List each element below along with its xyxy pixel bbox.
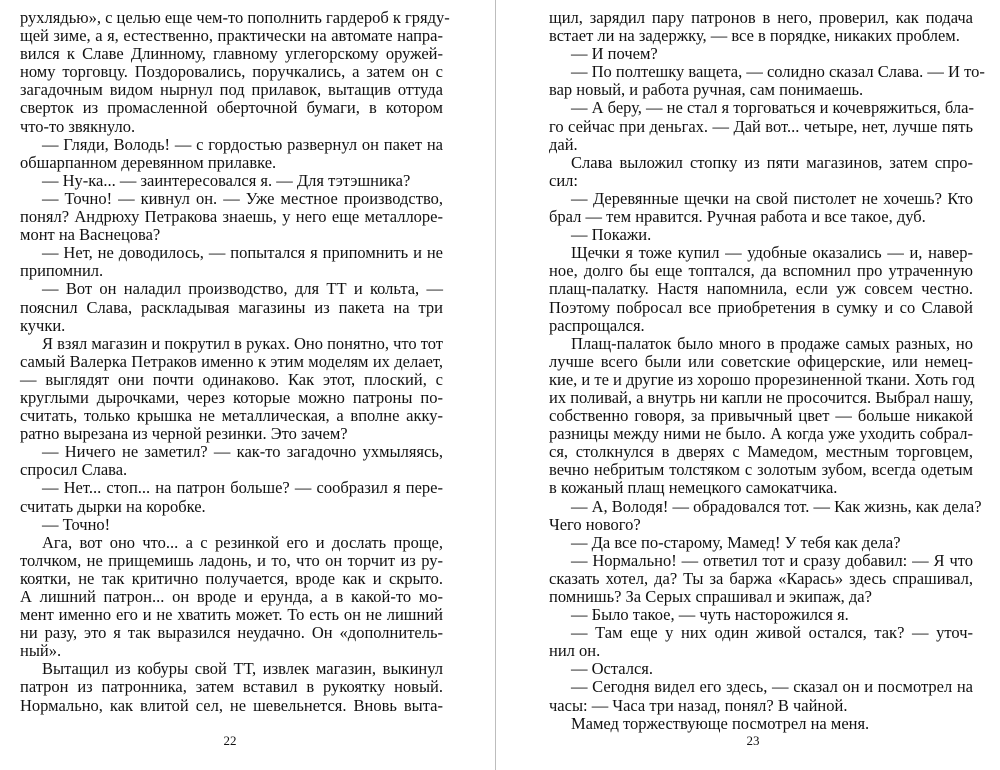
text-line: брал — тем нравится. Ручная работа и все такое, дуб. bbox=[549, 207, 926, 227]
text-line: — А, Володя! — обрадовался тот. — Как жизнь, как дела? bbox=[571, 496, 982, 516]
text-line: вился к Славе Длинному, главному углегорскому оружей- bbox=[20, 44, 443, 64]
text-line: Чего нового? bbox=[549, 514, 641, 534]
text-line: круглыми дырочками, через которые можно патроны по- bbox=[20, 387, 443, 407]
left-page bbox=[0, 0, 496, 770]
text-line: Мамед торжествующе посмотрел на меня. bbox=[571, 713, 870, 733]
text-line: считать дырки на коробке. bbox=[20, 496, 206, 516]
text-line: разницы между ними не было. А когда уже уходить собрал- bbox=[549, 424, 973, 444]
text-line: лучше всего были или советские офицерские, или немец- bbox=[549, 351, 973, 371]
text-line: монт на Васнецова? bbox=[20, 225, 161, 245]
text-line: — Нет... стоп... на патрон больше? — сообразил я пере- bbox=[42, 478, 443, 498]
text-line: дай. bbox=[549, 134, 578, 154]
text-line: Нормально, как влитой сел, не шевельнется. Вновь выта- bbox=[20, 695, 443, 715]
text-line: патрон из патронника, затем вставил в рукоятку новый. bbox=[20, 677, 443, 697]
left-page-text bbox=[20, 8, 450, 715]
text-line: — Нормально! — ответил тот и сразу добавил: — Я что bbox=[571, 550, 973, 570]
text-line: щил, зарядил пару патронов в него, проверил, как подача bbox=[549, 8, 973, 27]
text-line: спросил Слава. bbox=[20, 460, 128, 480]
text-line: — Гляди, Володь! — с гордостью развернул он пакет на bbox=[42, 134, 443, 154]
text-line: — Точно! — кивнул он. — Уже местное производство, bbox=[42, 188, 443, 208]
text-line: Щечки я тоже купил — удобные оказались — и, навер- bbox=[571, 243, 973, 263]
text-line: — Ничего не заметил? — как-то загадочно ухмыляясь, bbox=[42, 442, 443, 462]
text-line: вар новый, и работа ручная, сам понимаешь. bbox=[549, 80, 864, 100]
text-line: ратно вырезана из черной резинки. Это зачем? bbox=[20, 424, 348, 444]
text-line: ся, столкнулся в дверях с Мамедом, местным торговцем, bbox=[549, 442, 973, 462]
text-line: пояснил Слава, раскладывая магазины из пакета на три bbox=[20, 297, 443, 317]
text-line: Слава выложил стопку из пяти магазинов, затем спро- bbox=[571, 152, 973, 172]
text-line: самый Валерка Петраков именно к этим моделям их делает, bbox=[20, 351, 443, 371]
text-line: Поэтому побросал все приобретения в сумку и со Славой bbox=[549, 297, 973, 317]
text-line: — Сегодня видел его здесь, — сказал он и посмотрел на bbox=[571, 677, 973, 697]
text-line: рухлядью», с целью еще чем-то пополнить гардероб к гряду- bbox=[20, 8, 450, 27]
text-line: — Там еще у них один живой остался, так? — уточ- bbox=[571, 623, 973, 643]
right-page bbox=[497, 0, 1000, 770]
text-line: — И почем? bbox=[571, 44, 658, 64]
text-line: сказать хотел, да? Ты за баржа «Карась» здесь спрашивал, bbox=[549, 568, 973, 588]
text-line: го сейчас при деньгах. — Дай вот... четыре, нет, лучше пять bbox=[549, 116, 973, 136]
text-line: мент именно его и не хватить может. То есть он не лишний bbox=[20, 605, 443, 625]
text-line: распрощался. bbox=[549, 315, 645, 335]
text-line: припомнил. bbox=[20, 261, 104, 281]
text-line: — Да все по-старому, Мамед! У тебя как дела? bbox=[571, 532, 901, 552]
text-line: в кожаный плащ немецкого самокатчика. bbox=[549, 478, 838, 498]
text-line: ному торговцу. Поздоровались, поручкались, а затем он с bbox=[20, 62, 443, 82]
text-line: загадочным видом нырнул под прилавок, вытащив оттуда bbox=[20, 80, 443, 100]
text-line: собственно говоря, за привычный цвет — больше никакой bbox=[549, 406, 973, 426]
text-line: кие, и те и другие из хорошо прорезиненной ткани. Хоть год bbox=[549, 369, 975, 389]
text-line: — По полтешку ващета, — солидно сказал Слава. — И то- bbox=[571, 62, 985, 82]
text-line: плащ-палатку. Настя напомнила, если уж совсем честно. bbox=[549, 279, 973, 299]
text-line: их поливай, а внутрь ни капли не просочится. Выбрал нашу, bbox=[549, 387, 974, 407]
text-line: сил: bbox=[549, 170, 578, 190]
text-line: А лишний патрон... он вроде и ерунда, а в какой-то мо- bbox=[20, 587, 443, 606]
text-line: — Нет, не доводилось, — попытался я припомнить и не bbox=[42, 243, 443, 263]
text-line: помнишь? За Серых спрашивал и экипаж, да? bbox=[549, 587, 872, 606]
text-line: понял? Андрюху Петракова знаешь, у него еще металлоре- bbox=[20, 207, 443, 227]
text-line: — Вот он наладил производство, для ТТ и кольта, — bbox=[42, 279, 443, 299]
text-line: — Покажи. bbox=[571, 225, 652, 245]
right-page-number: 23 bbox=[746, 733, 760, 748]
page-gutter bbox=[495, 0, 496, 770]
text-line: кучки. bbox=[20, 315, 66, 335]
text-line: ный». bbox=[20, 641, 62, 661]
text-line: встает ли на задержку, — все в порядке, никаких проблем. bbox=[549, 26, 960, 46]
text-line: — Было такое, — чуть насторожился я. bbox=[571, 605, 849, 625]
text-line: часы: — Часа три назад, понял? В чайной. bbox=[549, 695, 848, 715]
text-line: ни разу, это я так выразился неудачно. Он «дополнитель- bbox=[20, 623, 443, 643]
text-line: нил он. bbox=[549, 641, 601, 661]
text-line: — Деревянные щечки на свой пистолет не хочешь? Кто bbox=[571, 188, 973, 208]
text-line: сверток из промасленной оберточной бумаги, в котором bbox=[20, 98, 443, 118]
text-line: обшарпанном деревянном прилавке. bbox=[20, 152, 277, 172]
text-line: толчком, не прищемишь ладонь, и то, что он торчит из ру- bbox=[20, 550, 443, 570]
text-line: ное, долго бы еще топтался, да вспомнил про утраченную bbox=[549, 261, 973, 281]
text-line: Ага, вот оно что... а с резинкой его и дослать проще, bbox=[42, 532, 443, 552]
text-line: — Точно! bbox=[42, 514, 111, 534]
text-line: считать, только крышка не металлическая, а вполне акку- bbox=[20, 406, 443, 426]
left-page-number: 22 bbox=[223, 733, 237, 748]
text-line: Плащ-палаток было много в продаже самых разных, но bbox=[571, 333, 973, 353]
text-line: Вытащил из кобуры свой ТТ, извлек магазин, выкинул bbox=[42, 659, 443, 679]
text-line: — Остался. bbox=[571, 659, 654, 679]
text-line: — выглядят они почти одинаково. Как этот, плоский, с bbox=[20, 369, 443, 389]
text-line: что-то звякнуло. bbox=[20, 116, 136, 136]
text-line: щей зиме, а я, естественно, практически на автомате напра- bbox=[20, 26, 443, 46]
right-page-text bbox=[549, 8, 985, 733]
text-line: Я взял магазин и покрутил в руках. Оно понятно, что тот bbox=[42, 333, 444, 353]
text-line: — А беру, — не стал я торговаться и кочевряжиться, бла- bbox=[571, 98, 974, 118]
text-line: — Ну-ка... — заинтересовался я. — Для тэтэшника? bbox=[42, 170, 411, 190]
text-line: вечно небритым толстяком с золотым зубом, всегда одетым bbox=[549, 460, 973, 480]
text-line: коятки, не так критично получается, вроде как и скрыто. bbox=[20, 568, 443, 588]
